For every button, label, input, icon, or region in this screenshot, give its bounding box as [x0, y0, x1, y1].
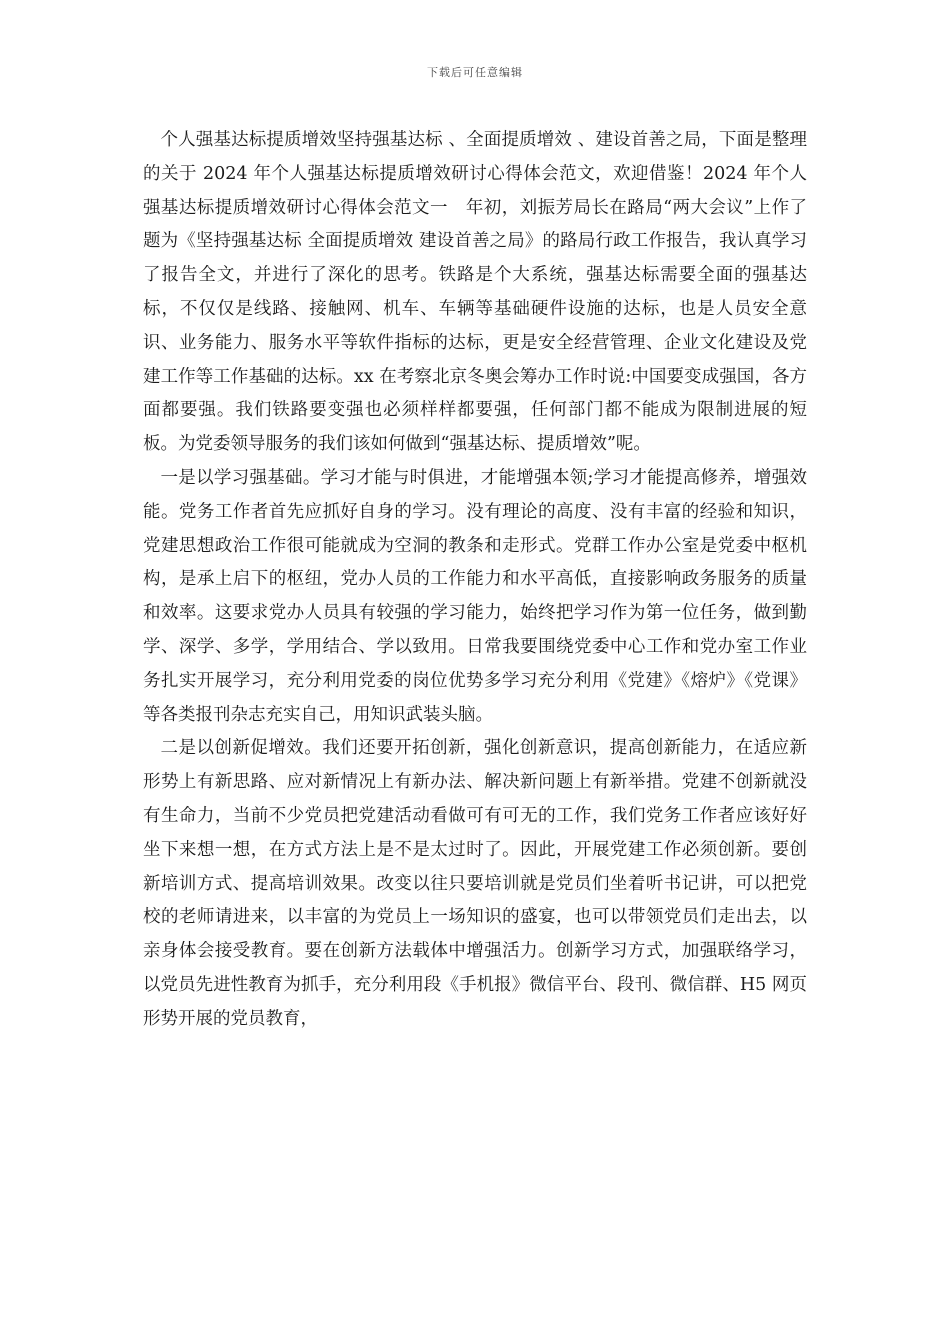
paragraph-intro: 个人强基达标提质增效坚持强基达标 、全面提质增效 、建设首善之局，下面是整理的关于 2024 年个人强基达标提质增效研讨心得体会范文，欢迎借鉴！2024 年个人强基达标提质增效研讨心得体会范文一 年初，刘振芳局长在路局“两大会议”上作了题为《坚持强基达标 全面提质增效 建设首善之局》的路局行政工作报告，我认真学习了报告全文，并进行了深化的思考。铁路是个大系统，强基达标需要全面的强基达标，不仅仅是线路、接触网、机车、车辆等基础硬件设施的达标，也是人员安全意识、业务能力、服务水平等软件指标的达标，更是安全经营管理、企业文化建设及党建工作等工作基础的达标。xx 在考察北京冬奥会筹办工作时说:中国要变成强国，各方面都要强。我们铁路要变强也必须样样都要强，任何部门都不能成为限制进展的短板。为党委领导服务的我们该如何做到“强基达标、提质增效”呢。: [143, 130, 807, 455]
paragraph-point-one: 一是以学习强基础。学习才能与时俱进，才能增强本领;学习才能提高修养，增强效能。党务工作者首先应抓好自身的学习。没有理论的高度、没有丰富的经验和知识，党建思想政治工作很可能就成为空洞的教条和走形式。党群工作办公室是党委中枢机构，是承上启下的枢纽，党办人员的工作能力和水平高低，直接影响政务服务的质量和效率。这要求党办人员具有较强的学习能力，始终把学习作为第一位任务，做到勤学、深学、多学，学用结合、学以致用。日常我要围绕党委中心工作和党办室工作业务扎实开展学习，充分利用党委的岗位优势多学习充分利用《党建》《熔炉》《党课》等各类报刊杂志充实自己，用知识武装头脑。: [143, 467, 807, 725]
paragraph-point-two: 二是以创新促增效。我们还要开拓创新，强化创新意识，提高创新能力，在适应新形势上有新思路、应对新情况上有新办法、解决新问题上有新举措。党建不创新就没有生命力，当前不少党员把党建活动看做可有可无的工作，我们党务工作者应该好好坐下来想一想，在方式方法上是不是太过时了。因此，开展党建工作必须创新。要创新培训方式、提高培训效果。改变以往只要培训就是党员们坐着听书记讲，可以把党校的老师请进来，以丰富的为党员上一场知识的盛宴，也可以带领党员们走出去，以亲身体会接受教育。要在创新方法载体中增强活力。创新学习方式，加强联络学习，以党员先进性教育为抓手，充分利用段《手机报》微信平台、段刊、微信群、H5 网页形势开展的党员教育，: [143, 738, 807, 1029]
page-header: 下载后可任意编辑: [427, 66, 523, 79]
document-body: [143, 124, 807, 1037]
